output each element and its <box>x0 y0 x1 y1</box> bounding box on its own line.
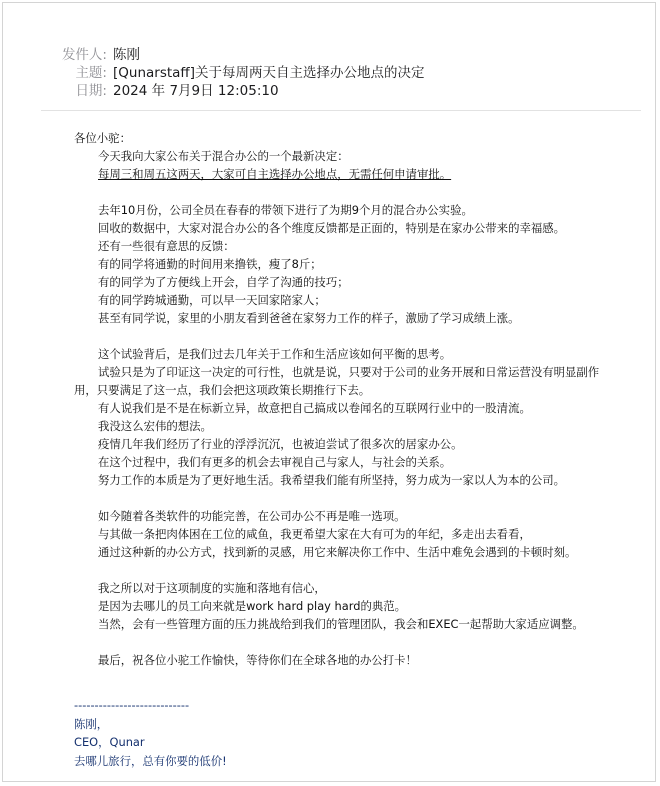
subject-row <box>51 64 425 82</box>
body-line: 努力工作的本质是为了更好地生活。我希望我们能有所坚持，努力成为一家以人为本的公司。 <box>98 473 566 487</box>
body-line: 如今随着各类软件的功能完善，在公司办公不再是唯一选项。 <box>98 509 406 523</box>
from-label: 发件人: <box>61 47 107 63</box>
body-line: 疫情几年我们经历了行业的浮浮沉沉，也被迫尝试了很多次的居家办公。 <box>98 437 463 451</box>
body-line: 甚至有同学说，家里的小朋友看到爸爸在家努力工作的样子，激励了学习成绩上涨。 <box>98 311 520 325</box>
body-line: 回收的数据中，大家对混合办公的各个维度反馈都是正面的，特别是在家办公带来的幸福感。 <box>98 221 566 235</box>
body-line: 有的同学跨城通勤，可以早一天回家陪家人； <box>98 293 326 307</box>
signature-slogan: 去哪儿旅行，总有你要的低价! <box>74 753 227 768</box>
paragraph-gap <box>74 183 614 201</box>
greeting: 各位小驼： <box>74 131 131 145</box>
body-line: 是因为去哪儿的员工向来就是work hard play hard的典范。 <box>98 599 407 613</box>
body-line <box>74 363 614 399</box>
email-date: 2024 年 7月9日 12:05:10 <box>113 83 279 99</box>
body-line: 我没这么宏伟的想法。 <box>98 419 212 433</box>
header-divider <box>41 110 641 111</box>
email-body <box>74 129 614 669</box>
body-line <box>74 543 614 561</box>
wrapped-text: 通过这种新的办公方式，找到新的灵感，用它来解决你工作中、生活中难免会遇到的卡顿时刻。 <box>98 545 577 559</box>
signature-separator: ---------------------------- <box>74 698 190 712</box>
body-line: 我之所以对于这项制度的实施和落地有信心， <box>98 581 326 595</box>
email-header <box>51 46 425 100</box>
body-line: 有的同学将通勤的时间用来撸铁，瘦了8斤； <box>98 257 322 271</box>
body-line: 有人说我们是不是在标新立异，故意把自己搞成以卷闻名的互联网行业中的一股清流。 <box>98 401 531 415</box>
body-line: 在这个过程中，我们有更多的机会去审视自己与家人，与社会的关系。 <box>98 455 452 469</box>
date-label: 日期: <box>75 83 107 99</box>
subject-label: 主题: <box>75 65 107 81</box>
body-line: 有的同学为了方便线上开会，自学了沟通的技巧； <box>98 275 349 289</box>
body-line <box>74 615 614 633</box>
decision-text: 每周三和周五这两天，大家可自主选择办公地点，无需任何申请审批。 <box>98 167 452 181</box>
signature-name: 陈刚， <box>74 716 109 731</box>
body-line: 去年10月份，公司全员在春春的带领下进行了为期9个月的混合办公实验。 <box>98 203 473 217</box>
wrapped-text: 当然，会有一些管理方面的压力挑战给到我们的管理团队，我会和EXEC一起帮助大家适应调整。 <box>98 617 584 631</box>
email-window <box>2 2 656 782</box>
wrapped-text: 试验只是为了印证这一决定的可行性，也就是说，只要对于公司的业务开展和日常运营没有明显副作用，只要满足了这一点，我们会把这项政策长期推行下去。 <box>74 365 600 397</box>
email-subject: [Qunarstaff]关于每周两天自主选择办公地点的决定 <box>113 65 425 81</box>
signature-title: CEO，Qunar <box>74 735 145 749</box>
decision-line <box>74 165 614 183</box>
paragraph-gap <box>74 489 614 507</box>
sender-name[interactable]: 陈刚 <box>113 47 140 63</box>
body-line: 今天我向大家公布关于混合办公的一个最新决定： <box>98 149 349 163</box>
date-row <box>51 82 425 100</box>
from-row <box>51 46 425 64</box>
paragraph-gap <box>74 561 614 579</box>
body-line: 与其做一条把肉体困在工位的咸鱼，我更希望大家在大有可为的年纪，多走出去看看， <box>98 527 531 541</box>
paragraph-gap <box>74 633 614 651</box>
email-signature <box>74 696 227 770</box>
body-line: 这个试验背后，是我们过去几年关于工作和生活应该如何平衡的思考。 <box>98 347 452 361</box>
paragraph-gap <box>74 327 614 345</box>
closing-line: 最后，祝各位小驼工作愉快，等待你们在全球各地的办公打卡！ <box>98 653 417 667</box>
body-line: 还有一些很有意思的反馈： <box>98 239 235 253</box>
